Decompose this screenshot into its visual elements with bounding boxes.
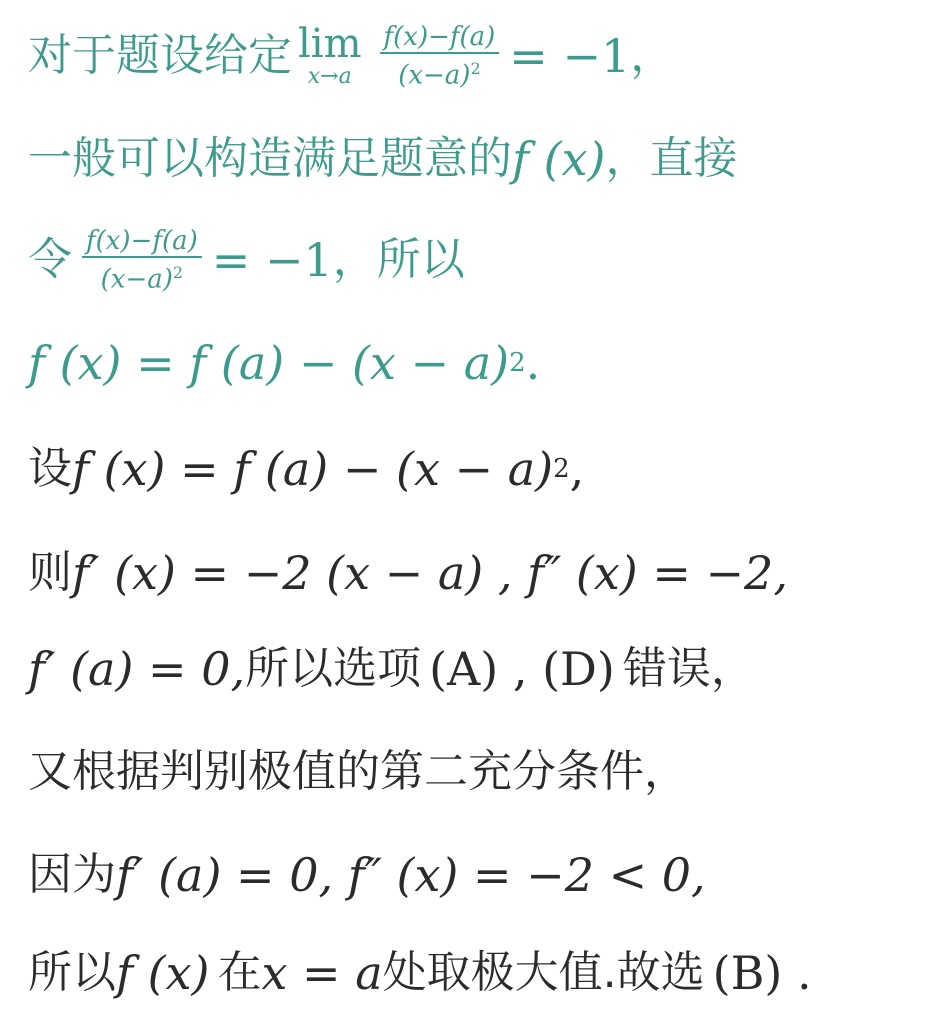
line-4 [28,336,541,390]
fraction-numerator: f(x)−f(a) [86,226,198,256]
line-5 [28,442,585,496]
fraction-numerator: f(x)−f(a) [383,22,496,52]
line-3-text2: ，所以 [332,234,465,286]
line-3-intro: 令 [28,234,72,286]
fraction-denominator: $(x-a)^2$ [398,59,481,91]
line-8-text: 又根据判别极值的第二充分条件， [28,746,688,797]
fraction-denominator: $(x-a)^2$ [100,263,184,295]
line-10-text: 所以 [28,947,116,998]
line-2-text2: 直接 [649,133,738,184]
line-2-punct: ， [605,133,650,184]
limit-operator [298,23,362,89]
line-9-math: f′ (a) = 0, f″ (x) = −2 < 0, [116,848,706,902]
ratio-fraction [82,226,202,295]
line-4-tail: . [525,336,541,390]
line-7-options: (A) , (D) [429,642,615,696]
line-1-intro: 对于题设给定 [28,30,292,82]
line-3-tail: = −1 [211,233,333,288]
line-2 [28,132,738,186]
line-7-text2: 错误， [622,643,755,694]
line-1-punct: ， [630,30,675,82]
line-6-math: f′ (x) = −2 (x − a) , f″ (x) = −2, [72,546,788,600]
lim-word: lim [298,21,362,68]
line-7-math: f′ (a) = 0, [28,642,246,696]
line-1-tail: = −1 [509,29,631,84]
line-10-answer: (B) . [712,946,812,1000]
line-5-math: f (x) = f (a) − (x − a) [72,442,554,496]
line-9-text: 因为 [28,849,116,900]
line-8 [28,746,688,797]
line-7-text: 所以选项 [245,643,422,694]
line-5-exponent: 2 [553,454,570,484]
line-4-exponent: 2 [509,348,526,378]
line-5-text: 设 [28,443,72,494]
line-9 [28,848,706,902]
line-10-math2: x = a [261,946,383,1000]
line-2-math: f (x) [512,132,606,186]
line-10-math: f (x) [116,946,210,1000]
line-6-text: 则 [28,547,72,598]
line-10-text3: 处取极大值.故选 [382,947,705,998]
line-4-math: f (x) = f (a) − (x − a) [28,336,510,390]
line-1 [28,22,674,91]
line-10 [28,946,812,1000]
line-10-text2: 在 [217,947,262,998]
line-2-text: 一般可以构造满足题意的 [28,133,512,184]
line-6 [28,546,788,600]
limit-fraction [380,22,500,91]
line-5-tail: , [569,442,585,496]
lim-subscript: x→a [307,64,352,90]
line-3 [28,226,465,295]
line-7 [28,642,755,696]
